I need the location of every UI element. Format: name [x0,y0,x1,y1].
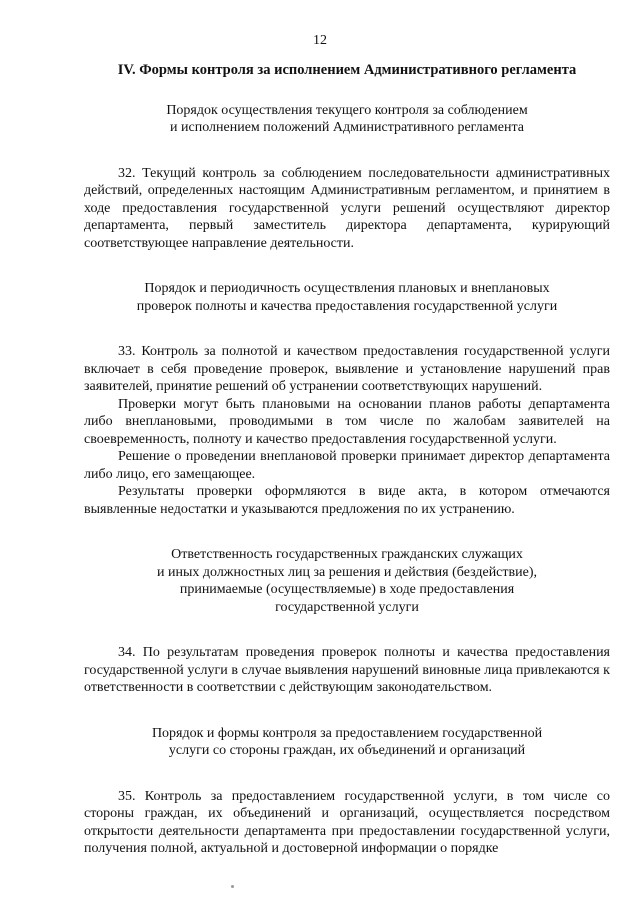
paragraph-34: 34. По результатам проведения проверок полноты и качества предоставления государственной услуги в случае выявления нарушений виновные лица привлекаются к ответственности в соответствии с действующим законодательством. [84,645,610,695]
subheading-line: Порядок осуществления текущего контроля за соблюдением [166,102,528,118]
subheading-line: и иных должностных лиц за решения и действия (бездействие), [157,564,537,580]
paragraph-33-inspection-types: Проверки могут быть плановыми на основании планов работы департамента либо внеплановыми, проводимыми в том числе по жалобам заявителей на своевременность, полноту и качество предоставления государственной услуги. [84,396,610,447]
page-number: 12 [313,33,327,48]
subheading-line: и исполнением положений Административного регламента [170,120,524,135]
subheading-line: принимаемые (осуществляемые) в ходе предоставления [179,582,515,597]
paragraph-33-results: Результаты проверки оформляются в виде акта, в котором отмечаются выявленные недостатки и указываются предложения по их устранению. [84,484,610,517]
subheading-responsibility [84,546,610,616]
subheading-line: Порядок и формы контроля за предоставлением государственной [151,725,543,741]
paragraph-32: 32. Текущий контроль за соблюдением последовательности административных действий, определенных настоящим Административным регламентом, и принятием в ходе предоставления государственной услуги решений осуществляют директор департамента, первый заместитель директора департамента, курирующий соответствующее направление деятельности. [84,165,610,251]
document-body [84,62,610,858]
subheading-line: проверок полноты и качества предоставления государственной услуги [136,298,558,314]
subheading-citizen-control [84,725,610,760]
section-title: IV. Формы контроля за исполнением Административного регламента [117,62,577,78]
paragraph-35: 35. Контроль за предоставлением государственной услуги, в том числе со стороны граждан, их объединений и организаций, осуществляется посредством открытости деятельности департамента при предоставлении государственной услуги, получения полной, актуальной и достоверной информации о порядке [84,788,610,856]
subheading-line: услуги со стороны граждан, их объединений и организаций [168,743,526,758]
scan-artifact [231,885,234,888]
subheading-current-control [84,102,610,137]
subheading-line: Порядок и периодичность осуществления плановых и внеплановых [144,281,550,296]
subheading-line: Ответственность государственных гражданских служащих [171,547,523,562]
paragraph-33-decision: Решение о проведении внеплановой проверки принимает директор департамента либо лицо, его замещающее. [84,449,610,482]
subheading-inspections [84,280,610,315]
subheading-line: государственной услуги [275,599,419,615]
paragraph-33: 33. Контроль за полнотой и качеством предоставления государственной услуги включает в себя проведение проверок, выявление и установление нарушений прав заявителей, принятие решений об устранении соответствующих нарушений. [84,344,610,394]
